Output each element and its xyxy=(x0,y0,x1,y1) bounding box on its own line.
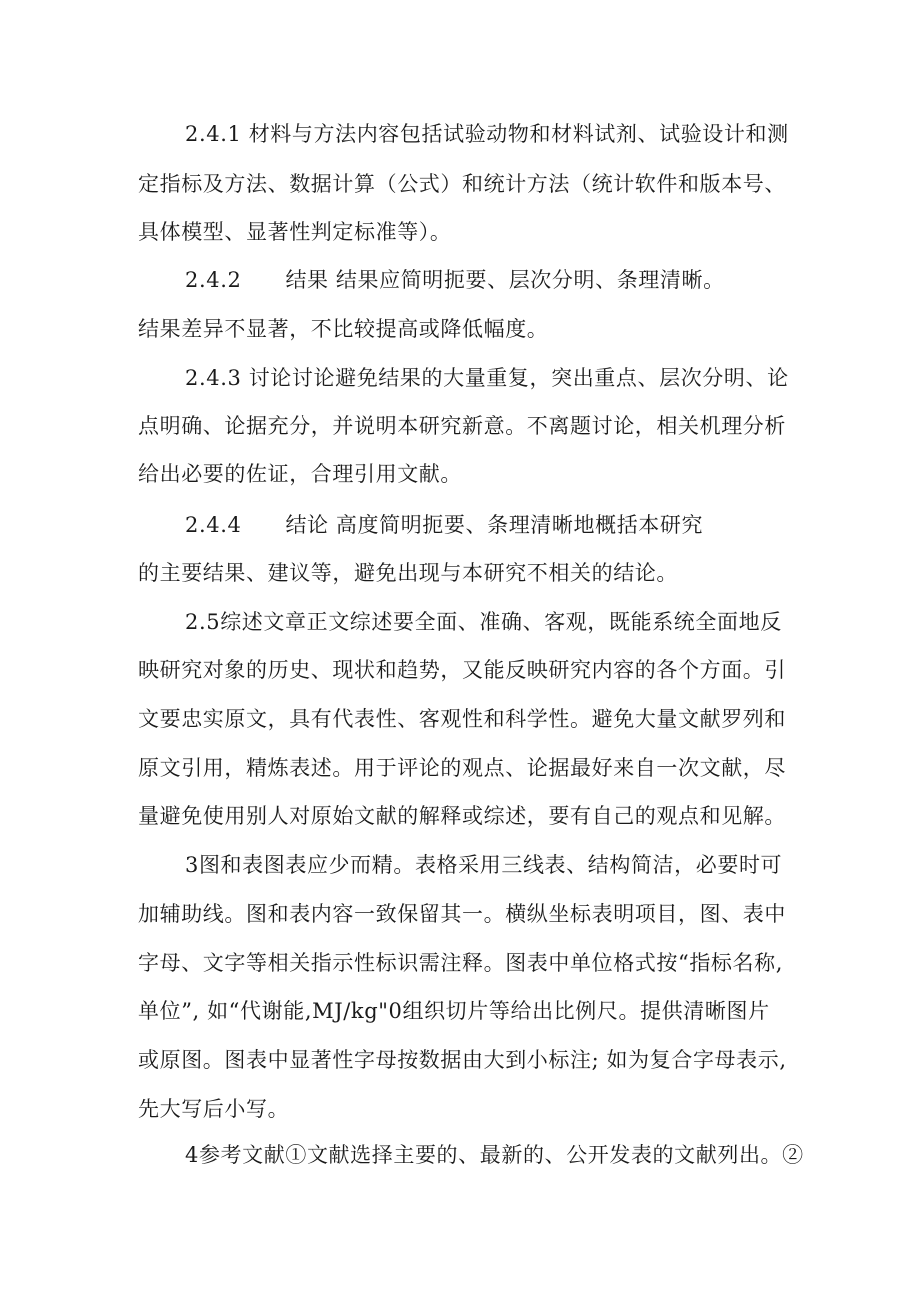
section-2-5-line-1: 2.5综述文章正文综述要全面、准确、客观，既能系统全面地反 xyxy=(185,610,782,634)
section-2-4-1-line-3: 具体模型、显著性判定标准等）。 xyxy=(138,220,452,244)
section-2-4-4-line-2: 的主要结果、建议等，避免出现与本研究不相关的结论。 xyxy=(138,561,678,585)
section-number: 2.4.4 xyxy=(185,513,242,537)
section-2-4-3-line-3: 给出必要的佐证，合理引用文献。 xyxy=(138,462,462,486)
section-2-4-2-line-1 xyxy=(185,268,725,292)
section-3-line-1: 3图和表图表应少而精。表格采用三线表、结构简洁，必要时可 xyxy=(185,853,783,877)
section-2-4-2-line-2: 结果差异不显著，不比较提高或降低幅度。 xyxy=(138,317,549,341)
section-2-5-line-3: 文要忠实原文，具有代表性、客观性和科学性。避免大量文献罗列和 xyxy=(138,707,786,731)
section-number: 2.4.2 xyxy=(185,268,242,292)
section-text: 结论 高度简明扼要、条理清晰地概括本研究 xyxy=(285,513,704,537)
section-text: 结果 结果应简明扼要、层次分明、条理清晰。 xyxy=(285,268,725,292)
section-2-4-3-line-2: 点明确、论据充分，并说明本研究新意。不离题讨论，相关机理分析 xyxy=(138,414,786,438)
section-2-5-line-2: 映研究对象的历史、现状和趋势，又能反映研究内容的各个方面。引 xyxy=(138,658,786,682)
section-3-line-5: 或原图。图表中显著性字母按数据由大到小标注; 如为复合字母表示, xyxy=(138,1048,787,1072)
section-2-4-1-line-1: 2.4.1 材料与方法内容包括试验动物和材料试剂、试验设计和测 xyxy=(185,122,789,146)
section-2-4-3-line-1: 2.4.3 讨论讨论避免结果的大量重复，突出重点、层次分明、论 xyxy=(185,366,789,390)
section-3-line-3: 字母、文字等相关指示性标识需注释。图表中单位格式按“指标名称, xyxy=(138,951,784,975)
section-3-line-6: 先大写后小写。 xyxy=(138,1097,290,1121)
section-3-line-4: 单位”, 如“代谢能,MJ/kg"0组织切片等给出比例尺。提供清晰图片 xyxy=(138,999,770,1023)
section-2-5-line-5: 量避免使用别人对原始文献的解释或综述，要有自己的观点和见解。 xyxy=(138,804,786,828)
section-2-5-line-4: 原文引用，精炼表述。用于评论的观点、论据最好来自一次文献，尽 xyxy=(138,756,786,780)
section-2-4-1-line-2: 定指标及方法、数据计算（公式）和统计方法（统计软件和版本号、 xyxy=(138,172,786,196)
section-2-4-4-line-1 xyxy=(185,513,703,537)
section-3-line-2: 加辅助线。图和表内容一致保留其一。横纵坐标表明项目，图、表中 xyxy=(138,902,786,926)
section-4-line-1: 4参考文献①文献选择主要的、最新的、公开发表的文献列出。② xyxy=(185,1143,804,1167)
